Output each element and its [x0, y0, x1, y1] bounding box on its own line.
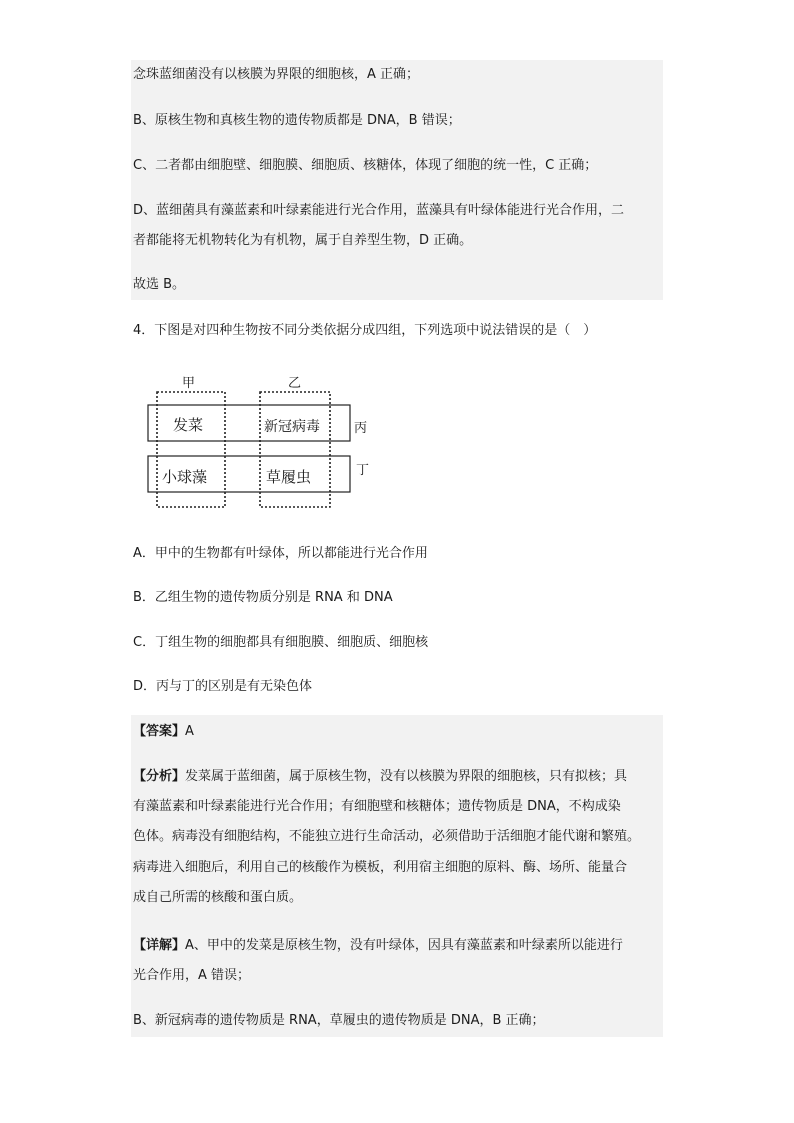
- label-yi: 乙: [288, 376, 302, 391]
- detail-line-1: [133, 937, 623, 955]
- explanation-line-6: 故选 B。: [133, 277, 186, 292]
- diagram-lines: [140, 365, 380, 515]
- detail-line-3: B、新冠病毒的遗传物质是 RNA，草履虫的遗传物质是 DNA，B 正确；: [133, 1013, 545, 1028]
- analysis-line-5: 成自己所需的核酸和蛋白质。: [133, 890, 303, 905]
- group-jia-box: [157, 392, 225, 507]
- cell-facai: 发菜: [173, 416, 204, 434]
- group-yi-box: [260, 392, 330, 507]
- analysis-line-4: 病毒进入细胞后，利用自己的核酸作为模板，利用宿主细胞的原料、酶、场所、能量合: [133, 860, 628, 875]
- label-ding: 丁: [356, 463, 370, 478]
- analysis-line-3: 色体。病毒没有细胞结构，不能独立进行生命活动，必须借助于活细胞才能代谢和繁殖。: [133, 829, 641, 844]
- explanation-line-1: 念珠蓝细菌没有以核膜为界限的细胞核，A 正确；: [133, 67, 420, 82]
- answer-line: [133, 723, 194, 741]
- answer-value: A: [185, 724, 194, 739]
- label-bing: 丙: [354, 421, 368, 436]
- detail-text-1: A、甲中的发菜是原核生物，没有叶绿体，因具有藻蓝素和叶绿素所以能进行: [185, 938, 623, 953]
- question-stem: 4．下图是对四种生物按不同分类依据分成四组，下列选项中说法错误的是（ ）: [133, 323, 597, 338]
- explanation-line-3: C、二者都由细胞壁、细胞膜、细胞质、核糖体，体现了细胞的统一性，C 正确；: [133, 158, 598, 173]
- label-jia: 甲: [182, 376, 196, 391]
- detail-line-2: 光合作用，A 错误；: [133, 968, 251, 983]
- analysis-line-1: [133, 768, 627, 786]
- detail-label: 【详解】: [133, 938, 186, 953]
- answer-label: 【答案】: [133, 724, 186, 739]
- explanation-block-bg: [131, 60, 663, 300]
- analysis-label: 【分析】: [133, 769, 186, 784]
- option-c: C．丁组生物的细胞都具有细胞膜、细胞质、细胞核: [133, 635, 429, 650]
- analysis-line-2: 有藻蓝素和叶绿素能进行光合作用；有细胞壁和核糖体；遗传物质是 DNA，不构成染: [133, 799, 621, 814]
- cell-paramecium: 草履虫: [266, 468, 312, 486]
- option-b: B．乙组生物的遗传物质分别是 RNA 和 DNA: [133, 590, 393, 605]
- explanation-line-2: B、原核生物和真核生物的遗传物质都是 DNA，B 错误；: [133, 113, 461, 128]
- classification-diagram: [140, 365, 380, 515]
- explanation-line-4: D、蓝细菌具有藻蓝素和叶绿素能进行光合作用，蓝藻具有叶绿体能进行光合作用，二: [133, 203, 625, 218]
- cell-chlorella: 小球藻: [162, 468, 208, 486]
- option-a: A．甲中的生物都有叶绿体，所以都能进行光合作用: [133, 546, 428, 561]
- explanation-line-5: 者都能将无机物转化为有机物，属于自养型生物，D 正确。: [133, 233, 473, 248]
- cell-covid-virus: 新冠病毒: [264, 419, 320, 435]
- analysis-text-1: 发菜属于蓝细菌，属于原核生物，没有以核膜为界限的细胞核，只有拟核；具: [185, 769, 628, 784]
- option-d: D．丙与丁的区别是有无染色体: [133, 679, 313, 694]
